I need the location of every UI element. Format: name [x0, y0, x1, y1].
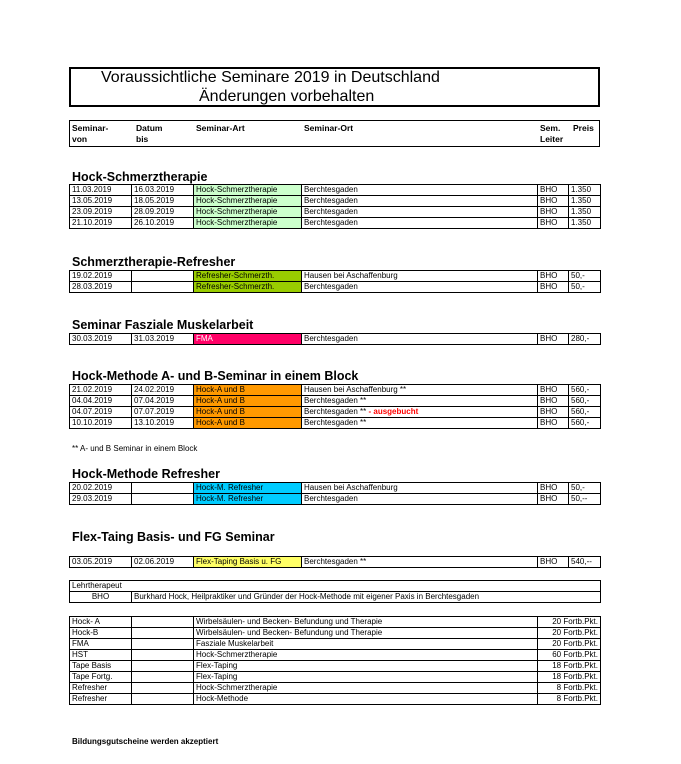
cell-leiter: BHO: [538, 207, 569, 218]
legend-code: Hock-B: [70, 628, 132, 639]
table-flex: [69, 556, 601, 568]
cell-preis: 560,-: [569, 396, 601, 407]
cell-von: 04.07.2019: [70, 407, 132, 418]
legend-desc: Wirbelsäulen- und Becken- Befundung und Therapie: [194, 628, 538, 639]
cell-ort: Berchtesgaden: [302, 185, 538, 196]
table-hock: [69, 184, 601, 229]
cell-leiter: BHO: [538, 271, 569, 282]
page-subtitle: Änderungen vorbehalten: [199, 88, 375, 105]
table-row: [70, 418, 601, 429]
cell-leiter: BHO: [538, 494, 569, 505]
cell-leiter: BHO: [538, 396, 569, 407]
cell-preis: 280,-: [569, 334, 601, 345]
section-title-methode: Hock-Methode A- und B-Seminar in einem Block: [72, 369, 359, 383]
cell-bis: [132, 494, 194, 505]
cell-von: 29.03.2019: [70, 494, 132, 505]
cell-leiter: BHO: [538, 334, 569, 345]
cell-von: 21.02.2019: [70, 385, 132, 396]
legend-empty: [132, 672, 194, 683]
section-title-refresher: Schmerztherapie-Refresher: [72, 255, 236, 269]
ort-text: Hausen bei Aschaffenburg **: [304, 385, 407, 394]
table-methode: [69, 384, 601, 429]
cell-ort: Hausen bei Aschaffenburg: [302, 271, 538, 282]
legend-code: Hock- A: [70, 617, 132, 628]
cell-art: Hock-M. Refresher: [194, 483, 302, 494]
booked-out-text: - ausgebucht: [366, 407, 419, 416]
header-art: Seminar-Art: [196, 123, 245, 133]
lehr-text: Burkhard Hock, Heilpraktiker und Gründer der Hock-Methode mit eigener Paxis in Berchtesgaden: [132, 592, 601, 603]
cell-von: 04.04.2019: [70, 396, 132, 407]
cell-preis: 1.350: [569, 196, 601, 207]
legend-empty: [132, 661, 194, 672]
cell-preis: 50,-: [569, 282, 601, 293]
cell-leiter: BHO: [538, 218, 569, 229]
legend-empty: [132, 628, 194, 639]
cell-preis: 560,-: [569, 385, 601, 396]
legend-punkte: 8 Fortb.Pkt.: [538, 694, 601, 705]
cell-ort: [302, 396, 538, 407]
cell-ort: [302, 407, 538, 418]
cell-bis: 07.07.2019: [132, 407, 194, 418]
cell-art: Hock-Schmerztherapie: [194, 218, 302, 229]
legend-punkte: 18 Fortb.Pkt.: [538, 672, 601, 683]
cell-art: Refresher-Schmerzth.: [194, 282, 302, 293]
cell-leiter: BHO: [538, 282, 569, 293]
cell-art: FMA: [194, 334, 302, 345]
section-title-fma: Seminar Fasziale Muskelarbeit: [72, 318, 254, 332]
cell-preis: 560,-: [569, 418, 601, 429]
cell-art: Hock-Schmerztherapie: [194, 185, 302, 196]
header-leiter-2: Leiter: [540, 134, 564, 144]
cell-art: Hock-A und B: [194, 385, 302, 396]
table-row: [70, 271, 601, 282]
header-von-2: von: [72, 134, 88, 144]
lehr-label: Lehrtherapeut: [70, 581, 601, 592]
cell-von: 19.02.2019: [70, 271, 132, 282]
cell-bis: 28.09.2019: [132, 207, 194, 218]
cell-preis: 560,-: [569, 407, 601, 418]
cell-leiter: BHO: [538, 418, 569, 429]
cell-art: Refresher-Schmerzth.: [194, 271, 302, 282]
cell-art: Hock-M. Refresher: [194, 494, 302, 505]
cell-bis: 26.10.2019: [132, 218, 194, 229]
table-legend: [69, 616, 601, 705]
cell-ort: [302, 385, 538, 396]
legend-code: HST: [70, 650, 132, 661]
column-header: [69, 120, 600, 147]
ort-text: Berchtesgaden **: [304, 396, 367, 405]
cell-preis: 50,-: [569, 483, 601, 494]
cell-leiter: BHO: [538, 185, 569, 196]
table-row: [70, 282, 601, 293]
cell-preis: 50,--: [569, 494, 601, 505]
table-refresher: [69, 270, 601, 293]
cell-preis: 1.350: [569, 218, 601, 229]
title-box: [69, 67, 600, 107]
table-row: [70, 694, 601, 705]
table-row: [70, 557, 601, 568]
cell-bis: [132, 282, 194, 293]
cell-ort: Berchtesgaden **: [302, 557, 538, 568]
cell-leiter: BHO: [538, 196, 569, 207]
cell-bis: 18.05.2019: [132, 196, 194, 207]
table-row: [70, 218, 601, 229]
section-title-flex: Flex-Taing Basis- und FG Seminar: [72, 530, 275, 544]
legend-desc: Hock-Methode: [194, 694, 538, 705]
cell-preis: 50,-: [569, 271, 601, 282]
table-fma: [69, 333, 601, 345]
table-row: [70, 385, 601, 396]
legend-desc: Fasziale Muskelarbeit: [194, 639, 538, 650]
legend-code: FMA: [70, 639, 132, 650]
legend-empty: [132, 694, 194, 705]
cell-preis: 1.350: [569, 207, 601, 218]
table-row: [70, 650, 601, 661]
table-row: [70, 185, 601, 196]
legend-punkte: 8 Fortb.Pkt.: [538, 683, 601, 694]
footnote-block: ** A- und B Seminar in einem Block: [72, 444, 198, 453]
ort-text: Berchtesgaden **: [304, 407, 367, 416]
cell-art: Hock-A und B: [194, 396, 302, 407]
cell-von: 10.10.2019: [70, 418, 132, 429]
cell-leiter: BHO: [538, 483, 569, 494]
page-title: Voraussichtliche Seminare 2019 in Deutschland: [101, 69, 440, 86]
cell-von: 28.03.2019: [70, 282, 132, 293]
cell-ort: Hausen bei Aschaffenburg: [302, 483, 538, 494]
cell-art: Hock-A und B: [194, 407, 302, 418]
header-preis: Preis: [573, 123, 594, 133]
cell-ort: Berchtesgaden: [302, 218, 538, 229]
legend-desc: Wirbelsäulen- und Becken- Befundung und Therapie: [194, 617, 538, 628]
table-row: [70, 494, 601, 505]
cell-leiter: BHO: [538, 557, 569, 568]
legend-desc: Flex-Taping: [194, 672, 538, 683]
table-row: [70, 396, 601, 407]
cell-bis: 31.03.2019: [132, 334, 194, 345]
table-row: [70, 661, 601, 672]
cell-bis: [132, 483, 194, 494]
table-methode-refresher: [69, 482, 601, 505]
table-row: [70, 617, 601, 628]
legend-punkte: 18 Fortb.Pkt.: [538, 661, 601, 672]
cell-bis: 16.03.2019: [132, 185, 194, 196]
lehr-code: BHO: [70, 592, 132, 603]
section-title-methode-refresher: Hock-Methode Refresher: [72, 467, 220, 481]
cell-preis: 1.350: [569, 185, 601, 196]
table-row: [70, 207, 601, 218]
cell-von: 21.10.2019: [70, 218, 132, 229]
legend-punkte: 60 Fortb.Pkt.: [538, 650, 601, 661]
cell-ort: Berchtesgaden: [302, 494, 538, 505]
table-row: [70, 483, 601, 494]
legend-empty: [132, 617, 194, 628]
table-row: [70, 628, 601, 639]
section-title-hock: Hock-Schmerztherapie: [72, 170, 208, 184]
cell-ort: Berchtesgaden: [302, 196, 538, 207]
table-row: [70, 334, 601, 345]
table-row: [70, 581, 601, 592]
legend-code: Tape Fortg.: [70, 672, 132, 683]
cell-von: 23.09.2019: [70, 207, 132, 218]
legend-code: Refresher: [70, 683, 132, 694]
footer-note: Bildungsgutscheine werden akzeptiert: [72, 737, 219, 746]
table-row: [70, 592, 601, 603]
header-von-1: Seminar-: [72, 123, 109, 133]
legend-punkte: 20 Fortb.Pkt.: [538, 639, 601, 650]
cell-bis: 02.06.2019: [132, 557, 194, 568]
legend-empty: [132, 683, 194, 694]
cell-ort: Berchtesgaden: [302, 282, 538, 293]
cell-bis: 24.02.2019: [132, 385, 194, 396]
cell-art: Flex-Taping Basis u. FG: [194, 557, 302, 568]
header-leiter-1: Sem.: [540, 123, 561, 133]
cell-art: Hock-Schmerztherapie: [194, 196, 302, 207]
cell-ort: Berchtesgaden: [302, 334, 538, 345]
cell-ort: Berchtesgaden: [302, 207, 538, 218]
legend-code: Tape Basis: [70, 661, 132, 672]
table-lehrtherapeut: [69, 580, 601, 603]
legend-desc: Hock-Schmerztherapie: [194, 683, 538, 694]
table-row: [70, 639, 601, 650]
cell-preis: 540,--: [569, 557, 601, 568]
table-row: [70, 196, 601, 207]
header-bis-1: Datum: [136, 123, 163, 133]
table-row: [70, 683, 601, 694]
cell-von: 13.05.2019: [70, 196, 132, 207]
legend-empty: [132, 650, 194, 661]
legend-empty: [132, 639, 194, 650]
cell-ort: [302, 418, 538, 429]
cell-leiter: BHO: [538, 385, 569, 396]
table-row: [70, 407, 601, 418]
cell-leiter: BHO: [538, 407, 569, 418]
legend-punkte: 20 Fortb.Pkt.: [538, 617, 601, 628]
legend-code: Refresher: [70, 694, 132, 705]
cell-von: 20.02.2019: [70, 483, 132, 494]
ort-text: Berchtesgaden **: [304, 418, 367, 427]
legend-punkte: 20 Fortb.Pkt.: [538, 628, 601, 639]
cell-art: Hock-A und B: [194, 418, 302, 429]
cell-bis: 13.10.2019: [132, 418, 194, 429]
legend-desc: Flex-Taping: [194, 661, 538, 672]
cell-art: Hock-Schmerztherapie: [194, 207, 302, 218]
cell-von: 11.03.2019: [70, 185, 132, 196]
header-bis-2: bis: [136, 134, 149, 144]
cell-bis: [132, 271, 194, 282]
table-row: [70, 672, 601, 683]
header-ort: Seminar-Ort: [304, 123, 354, 133]
cell-bis: 07.04.2019: [132, 396, 194, 407]
cell-von: 03.05.2019: [70, 557, 132, 568]
cell-von: 30.03.2019: [70, 334, 132, 345]
legend-desc: Hock-Schmerztherapie: [194, 650, 538, 661]
